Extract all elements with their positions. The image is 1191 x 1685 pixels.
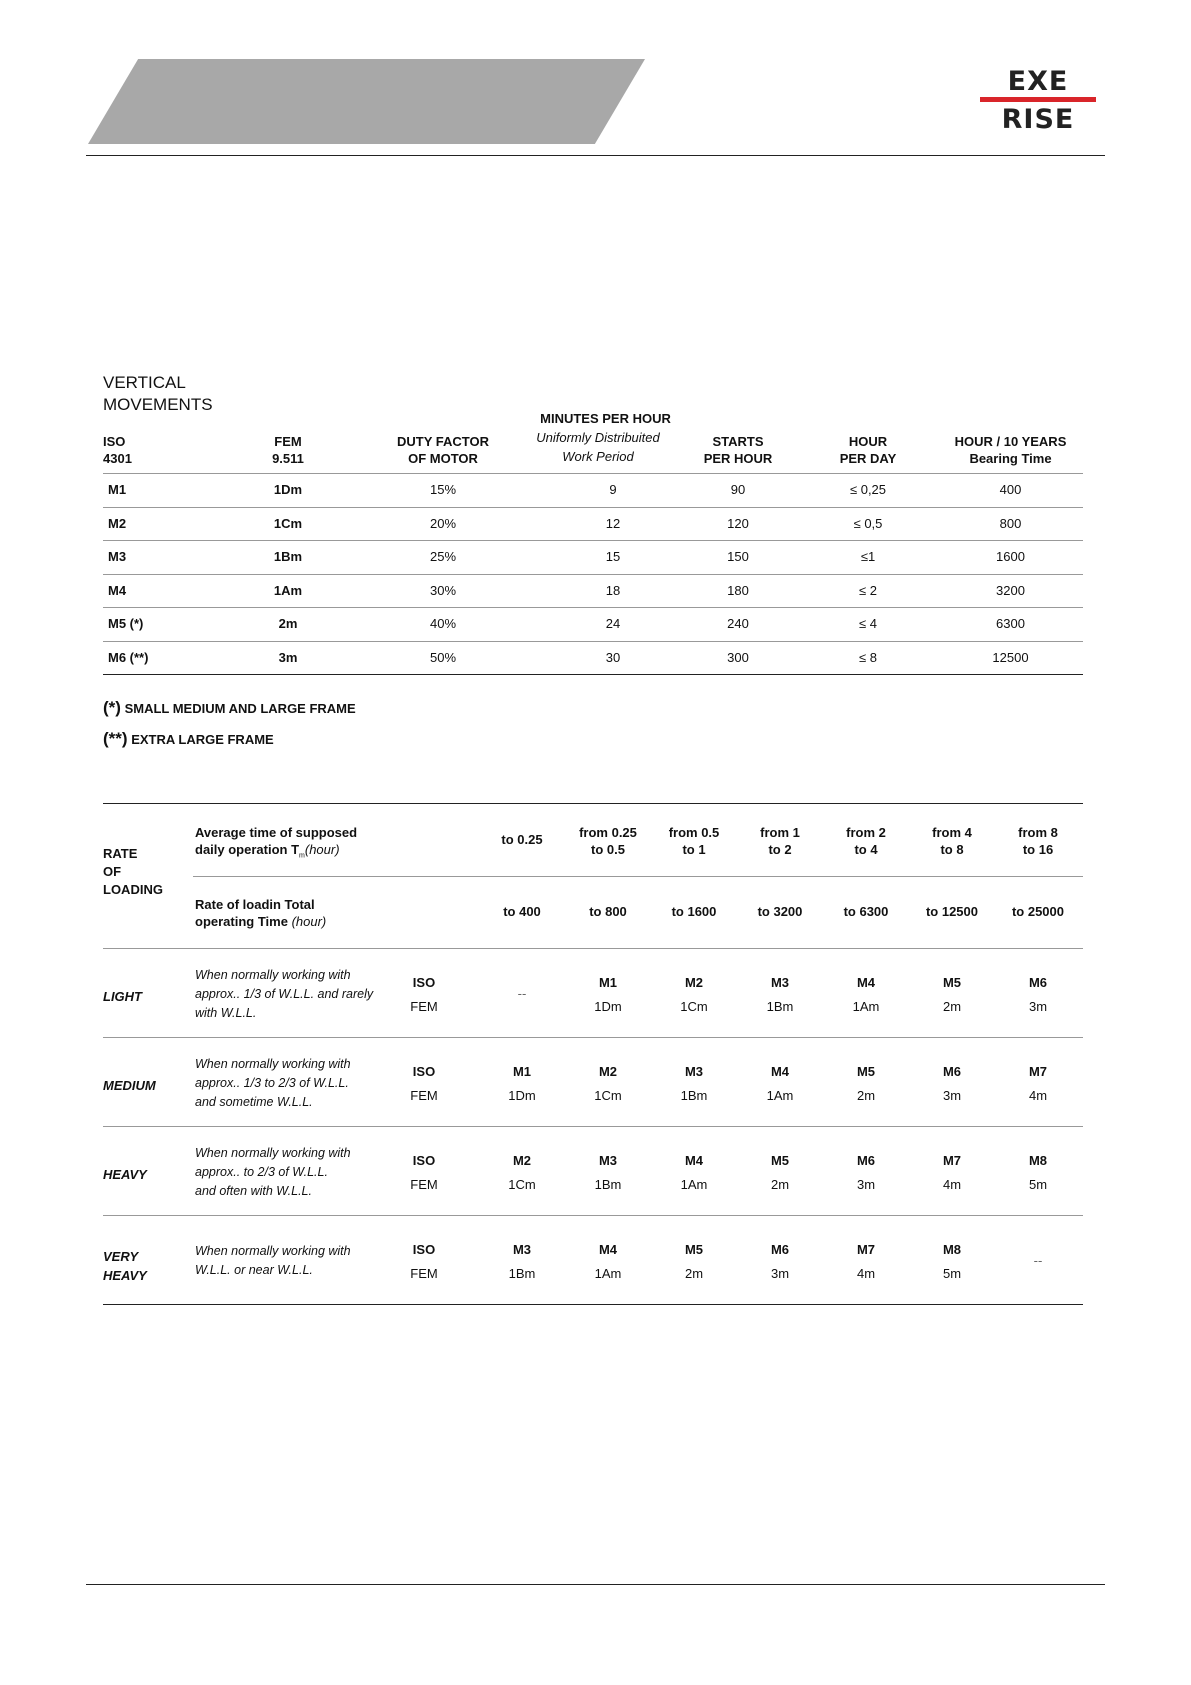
fem-class-value: 3m xyxy=(856,1177,876,1192)
cell-iso: M4 xyxy=(108,582,127,598)
header-hour-per-day: HOUR PER DAY xyxy=(839,434,897,466)
table-rule xyxy=(103,473,1083,474)
iso-class-value: M1 xyxy=(512,1064,532,1079)
iso-class-value: M8 xyxy=(1028,1153,1048,1168)
total-time-range: to 12500 xyxy=(925,904,979,919)
table-rule xyxy=(103,1304,1083,1305)
table-rule xyxy=(103,674,1083,675)
table-rule xyxy=(103,1215,1083,1216)
iso-class-value: M7 xyxy=(942,1153,962,1168)
fem-class-value: 1Bm xyxy=(766,999,794,1014)
cell-starts: 240 xyxy=(727,616,749,631)
cell-minutes: 9 xyxy=(609,482,617,497)
company-logo xyxy=(980,66,1096,136)
fem-class-value: 5m xyxy=(1028,1177,1048,1192)
iso-class-value: M8 xyxy=(942,1242,962,1257)
fem-label: FEM xyxy=(410,1266,438,1281)
fem-class-value: 1Cm xyxy=(680,999,708,1014)
iso-class-value: M7 xyxy=(856,1242,876,1257)
fem-class-value: 3m xyxy=(1028,999,1048,1014)
cell-minutes: 18 xyxy=(605,582,621,598)
loading-class-name: MEDIUM xyxy=(103,1078,156,1093)
fem-class-value: 1Cm xyxy=(594,1088,622,1103)
table-rule xyxy=(103,1126,1083,1127)
fem-class-value: 2m xyxy=(770,1177,790,1192)
iso-class-value: M3 xyxy=(770,975,790,990)
logo-text-bottom: RISE xyxy=(1001,104,1075,135)
logo-red-bar xyxy=(980,97,1096,102)
fem-class-value: 1Bm xyxy=(680,1088,708,1103)
loading-class-description: When normally working with W.L.L. or near W.L.L. xyxy=(195,1244,351,1277)
cell-starts: 180 xyxy=(727,582,749,598)
cell-minutes: 12 xyxy=(605,515,621,531)
loading-class-name: HEAVY xyxy=(103,1167,147,1182)
avg-time-range: from 0.25 to 0.5 xyxy=(579,825,637,857)
cell-duty: 50% xyxy=(429,649,457,665)
table-rule xyxy=(103,641,1083,642)
total-time-range: to 6300 xyxy=(843,904,889,919)
cell-duty: 30% xyxy=(429,582,457,598)
cell-minutes: 30 xyxy=(605,649,621,665)
header-duty-factor: DUTY FACTOR OF MOTOR xyxy=(397,434,489,466)
iso-class-value: M3 xyxy=(684,1064,704,1079)
rate-of-loading-table xyxy=(103,803,1083,1306)
vertical-movements-title: VERTICAL MOVEMENTS xyxy=(103,373,213,414)
cell-hour-day: ≤1 xyxy=(860,549,876,564)
cell-iso: M5 (*) xyxy=(108,616,144,631)
cell-hours: 6300 xyxy=(996,616,1025,631)
fem-label: FEM xyxy=(410,999,438,1014)
fem-class-value: 2m xyxy=(856,1088,876,1103)
cell-hours: 400 xyxy=(999,482,1022,497)
total-time-range: to 400 xyxy=(503,904,541,919)
cell-hour-day: ≤ 2 xyxy=(859,582,877,598)
fem-class-value: 1Bm xyxy=(594,1177,622,1192)
average-time-label: Average time of supposed daily operation $T_m(hour)$ xyxy=(195,825,358,860)
fem-label: FEM xyxy=(410,1088,438,1103)
header-rule xyxy=(86,155,1105,156)
iso-class-value: M5 xyxy=(770,1153,790,1168)
header-hour-10-years: HOUR / 10 YEARS Bearing Time xyxy=(954,434,1067,466)
cell-hour-day: ≤ 0,25 xyxy=(849,482,887,497)
cell-fem: 2m xyxy=(278,616,298,631)
empty-cell-dash: -- xyxy=(517,986,527,1001)
note-double-asterisk: (**) EXTRA LARGE FRAME xyxy=(103,729,274,748)
cell-minutes: 24 xyxy=(605,616,621,631)
fem-class-value: 2m xyxy=(942,999,962,1014)
iso-class-value: M6 xyxy=(942,1064,962,1079)
table-rule xyxy=(103,574,1083,575)
note-single-asterisk: (*) SMALL MEDIUM AND LARGE FRAME xyxy=(103,698,356,717)
avg-time-range: from 4 to 8 xyxy=(932,825,972,857)
avg-time-range: to 0.25 xyxy=(501,832,543,847)
avg-time-range: from 2 to 4 xyxy=(846,825,886,857)
iso-label: ISO xyxy=(412,975,436,990)
cell-iso: M1 xyxy=(108,482,127,497)
fem-class-value: 1Am xyxy=(766,1088,794,1103)
header-iso: ISO 4301 xyxy=(103,434,132,466)
cell-hours: 1600 xyxy=(996,549,1025,564)
iso-class-value: M2 xyxy=(512,1153,532,1168)
cell-hour-day: ≤ 4 xyxy=(859,616,877,631)
cell-starts: 120 xyxy=(727,515,749,531)
table-rule xyxy=(103,507,1083,508)
fem-class-value: 3m xyxy=(942,1088,962,1103)
fem-class-value: 1Bm xyxy=(508,1266,536,1281)
total-time-range: to 800 xyxy=(589,904,627,919)
cell-iso: M2 xyxy=(108,515,127,531)
logo-text-top: EXE xyxy=(1007,66,1069,97)
iso-class-value: M3 xyxy=(512,1242,532,1257)
cell-hour-day: ≤ 8 xyxy=(859,649,877,665)
fem-label: FEM xyxy=(410,1177,438,1192)
table-rule xyxy=(103,948,1083,949)
iso-class-value: M3 xyxy=(598,1153,618,1168)
cell-hour-day: ≤ 0,5 xyxy=(853,515,883,531)
table-rule xyxy=(103,607,1083,608)
cell-fem: 1Bm xyxy=(273,549,303,564)
fem-class-value: 4m xyxy=(942,1177,962,1192)
header-starts: STARTS PER HOUR xyxy=(703,434,773,466)
loading-class-description: When normally working with approx.. 1/3 of W.L.L. and rarely with W.L.L. xyxy=(195,968,374,1020)
cell-duty: 20% xyxy=(429,515,457,531)
fem-class-value: 1Am xyxy=(594,1266,622,1281)
total-time-range: to 3200 xyxy=(757,904,803,919)
fem-class-value: 1Dm xyxy=(508,1088,536,1103)
total-time-range: to 25000 xyxy=(1011,904,1065,919)
header-fem: FEM 9.511 xyxy=(272,434,304,466)
cell-fem: 1Am xyxy=(273,582,303,598)
empty-cell-dash: -- xyxy=(1033,1253,1043,1268)
cell-fem: 1Cm xyxy=(273,515,303,531)
iso-class-value: M7 xyxy=(1028,1064,1048,1079)
iso-class-value: M5 xyxy=(942,975,962,990)
iso-label: ISO xyxy=(412,1153,436,1168)
fem-class-value: 1Am xyxy=(680,1177,708,1192)
header-minutes-per-hour: MINUTES PER HOUR Uniformly Distribuited Work Period xyxy=(536,411,671,464)
cell-duty: 25% xyxy=(429,549,457,564)
header-banner xyxy=(88,59,645,144)
iso-class-value: M2 xyxy=(684,975,704,990)
fem-class-value: 1Cm xyxy=(508,1177,536,1192)
fem-class-value: 1Dm xyxy=(594,999,622,1014)
fem-class-value: 2m xyxy=(684,1266,704,1281)
loading-class-description: When normally working with approx.. 1/3 to 2/3 of W.L.L. and sometime W.L.L. xyxy=(195,1057,351,1109)
fem-class-value: 4m xyxy=(1028,1088,1048,1103)
iso-label: ISO xyxy=(412,1242,436,1257)
iso-class-value: M2 xyxy=(598,1064,618,1079)
loading-class-name: LIGHT xyxy=(103,989,142,1004)
iso-class-value: M6 xyxy=(1028,975,1048,990)
iso-class-value: M6 xyxy=(856,1153,876,1168)
fem-class-value: 5m xyxy=(942,1266,962,1281)
loading-class-name: VERY HEAVY xyxy=(103,1249,147,1283)
table-top-rule xyxy=(103,803,1083,804)
cell-starts: 90 xyxy=(730,482,746,497)
loading-class-description: When normally working with approx.. to 2/3 of W.L.L. and often with W.L.L. xyxy=(195,1146,351,1198)
table-rule xyxy=(103,1037,1083,1038)
iso-class-value: M4 xyxy=(770,1064,790,1079)
avg-time-range: from 0.5 to 1 xyxy=(668,825,720,857)
cell-fem: 1Dm xyxy=(273,482,303,497)
iso-class-value: M6 xyxy=(770,1242,790,1257)
iso-label: ISO xyxy=(412,1064,436,1079)
cell-hours: 800 xyxy=(999,515,1022,531)
fem-class-value: 1Am xyxy=(852,999,880,1014)
iso-class-value: M5 xyxy=(856,1064,876,1079)
cell-iso: M3 xyxy=(108,549,127,564)
iso-class-value: M4 xyxy=(856,975,876,990)
fem-class-value: 3m xyxy=(770,1266,790,1281)
rate-of-loading-label: RATE OF LOADING xyxy=(103,846,163,897)
iso-class-value: M4 xyxy=(598,1242,618,1257)
total-time-label: Rate of loadin Total operating Time (hour) xyxy=(195,897,327,929)
cell-iso: M6 (**) xyxy=(108,649,149,665)
table-rule xyxy=(103,540,1083,541)
total-time-range: to 1600 xyxy=(671,904,717,919)
cell-minutes: 15 xyxy=(605,549,621,564)
table-rule xyxy=(193,876,1083,877)
iso-class-value: M4 xyxy=(684,1153,704,1168)
iso-class-value: M1 xyxy=(598,975,618,990)
cell-duty: 15% xyxy=(429,482,457,497)
avg-time-range: from 1 to 2 xyxy=(760,825,800,857)
cell-hours: 3200 xyxy=(996,582,1025,598)
cell-hours: 12500 xyxy=(992,649,1029,665)
iso-class-value: M5 xyxy=(684,1242,704,1257)
fem-class-value: 4m xyxy=(856,1266,876,1281)
cell-duty: 40% xyxy=(429,616,457,631)
cell-starts: 300 xyxy=(727,649,749,665)
cell-fem: 3m xyxy=(278,649,298,665)
cell-starts: 150 xyxy=(727,549,749,564)
avg-time-range: from 8 to 16 xyxy=(1018,825,1058,857)
footer-rule xyxy=(86,1584,1105,1585)
